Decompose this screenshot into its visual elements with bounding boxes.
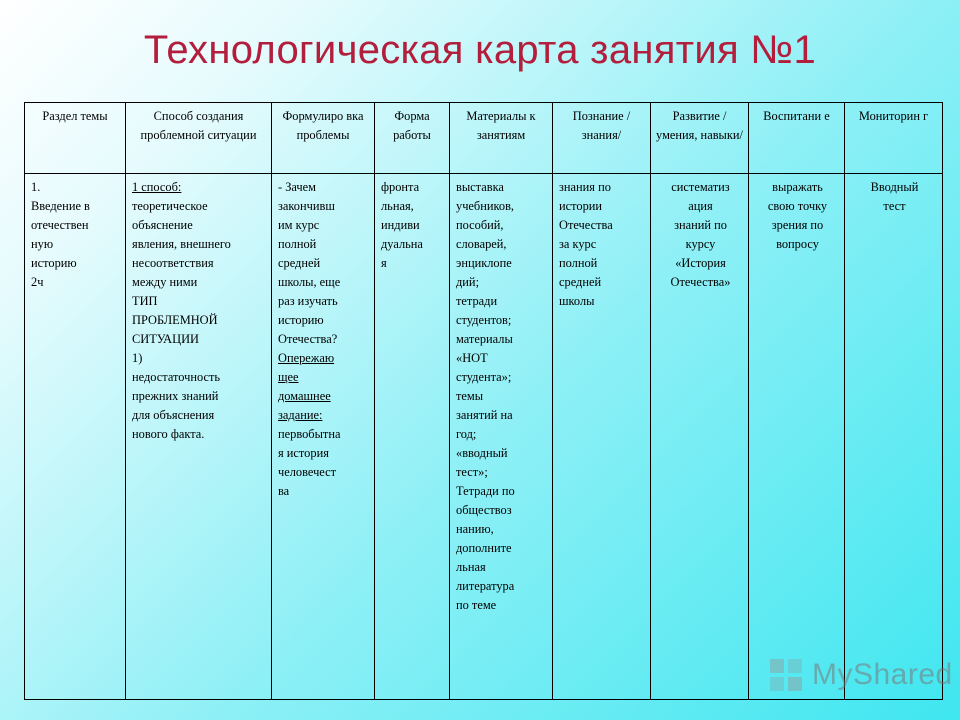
- text-line: отечествен: [31, 218, 89, 232]
- text-line: выставка: [456, 180, 504, 194]
- watermark-cube-icon: [766, 655, 806, 695]
- text-line: материалы: [456, 332, 513, 346]
- text-line: домашнее: [278, 389, 331, 403]
- text-line: дуальна: [381, 237, 423, 251]
- text-line: по теме: [456, 598, 497, 612]
- text-line: средней: [278, 256, 321, 270]
- text-line: явления, внешнего: [132, 237, 231, 251]
- text-line: историю: [31, 256, 77, 270]
- text-line: пособий,: [456, 218, 504, 232]
- header-cell: Материалы к занятиям: [450, 103, 553, 174]
- text-line: - Зачем: [278, 180, 317, 194]
- text-line: несоответствия: [132, 256, 214, 270]
- text-line: ТИП: [132, 294, 158, 308]
- text-line: учебников,: [456, 199, 515, 213]
- text-line: 2ч: [31, 275, 44, 289]
- text-line: фронта: [381, 180, 420, 194]
- text-line: полной: [278, 237, 317, 251]
- text-line: Вводный: [870, 180, 919, 194]
- development-cell: [651, 174, 749, 700]
- text-line: систематиз: [671, 180, 730, 194]
- text-line: объяснение: [132, 218, 193, 232]
- text-line: свою точку: [767, 199, 828, 213]
- text-line: задание:: [278, 408, 323, 422]
- text-line: за курс: [559, 237, 597, 251]
- text-line: занятий на: [456, 408, 513, 422]
- text-line: тест»;: [456, 465, 488, 479]
- text-line: недостаточность: [132, 370, 221, 384]
- text-line: 1): [132, 351, 143, 365]
- text-line: средней: [559, 275, 602, 289]
- text-line: теоретическое: [132, 199, 208, 213]
- form-cell: [375, 174, 450, 700]
- text-line: я история: [278, 446, 329, 460]
- text-line: между ними: [132, 275, 198, 289]
- monitoring-cell: [845, 174, 943, 700]
- text-line: ПРОБЛЕМНОЙ: [132, 313, 218, 327]
- table-row: [25, 174, 943, 700]
- header-cell: Формулиро вка проблемы: [272, 103, 375, 174]
- text-line: СИТУАЦИИ: [132, 332, 199, 346]
- upbringing-cell: [749, 174, 845, 700]
- text-line: Отечества: [559, 218, 613, 232]
- section-cell: [25, 174, 126, 700]
- text-line: Тетради по: [456, 484, 515, 498]
- text-line: зрения по: [771, 218, 824, 232]
- text-line: Опережаю: [278, 351, 335, 365]
- slide-title: Технологическая карта занятия №1: [143, 28, 817, 72]
- text-line: тетради: [456, 294, 498, 308]
- text-line: ную: [31, 237, 54, 251]
- problem-cell: [272, 174, 375, 700]
- text-line: энциклопе: [456, 256, 512, 270]
- technology-map-table: [24, 102, 943, 700]
- text-line: «История: [675, 256, 726, 270]
- text-line: выражать: [772, 180, 823, 194]
- text-line: раз изучать: [278, 294, 338, 308]
- text-line: обществоз: [456, 503, 512, 517]
- watermark-logo: [766, 655, 953, 695]
- header-cell: Способ создания проблемной ситуации: [126, 103, 272, 174]
- text-line: льная: [456, 560, 486, 574]
- text-line: им курс: [278, 218, 320, 232]
- text-line: истории: [559, 199, 603, 213]
- text-line: знаний по: [674, 218, 727, 232]
- text-line: нанию,: [456, 522, 494, 536]
- text-line: ва: [278, 484, 290, 498]
- text-line: нового факта.: [132, 427, 205, 441]
- header-cell: Развитие /умения, навыки/: [651, 103, 749, 174]
- method-label: 1 способ:: [132, 180, 182, 194]
- text-line: для объяснения: [132, 408, 215, 422]
- text-line: курсу: [685, 237, 716, 251]
- text-line: школы, еще: [278, 275, 341, 289]
- knowledge-cell: [553, 174, 651, 700]
- text-line: Отечества?: [278, 332, 338, 346]
- text-line: я: [381, 256, 387, 270]
- watermark-text: MyShared: [812, 658, 953, 691]
- header-cell: Воспитани е: [749, 103, 845, 174]
- text-line: литература: [456, 579, 515, 593]
- text-line: темы: [456, 389, 484, 403]
- text-line: дополните: [456, 541, 512, 555]
- text-line: знания по: [559, 180, 611, 194]
- text-line: словарей,: [456, 237, 507, 251]
- text-line: «НОТ: [456, 351, 488, 365]
- text-line: дий;: [456, 275, 480, 289]
- text-line: студента»;: [456, 370, 512, 384]
- header-cell: Познание /знания/: [553, 103, 651, 174]
- text-line: индиви: [381, 218, 420, 232]
- text-line: 1.: [31, 180, 41, 194]
- text-line: закончивш: [278, 199, 335, 213]
- materials-cell: [450, 174, 553, 700]
- text-line: студентов;: [456, 313, 512, 327]
- text-line: вопросу: [776, 237, 819, 251]
- text-line: ация: [688, 199, 713, 213]
- text-line: год;: [456, 427, 477, 441]
- table-header-row: [25, 103, 943, 174]
- method-cell: [126, 174, 272, 700]
- text-line: тест: [883, 199, 906, 213]
- text-line: полной: [559, 256, 598, 270]
- text-line: школы: [559, 294, 595, 308]
- text-line: первобытна: [278, 427, 341, 441]
- text-line: льная,: [381, 199, 414, 213]
- text-line: человечест: [278, 465, 337, 479]
- text-line: «вводный: [456, 446, 508, 460]
- header-cell: Раздел темы: [25, 103, 126, 174]
- text-line: щее: [278, 370, 299, 384]
- text-line: прежних знаний: [132, 389, 219, 403]
- header-cell: Мониторин г: [845, 103, 943, 174]
- text-line: Отечества»: [670, 275, 731, 289]
- text-line: Введение в: [31, 199, 90, 213]
- text-line: историю: [278, 313, 324, 327]
- header-cell: Форма работы: [375, 103, 450, 174]
